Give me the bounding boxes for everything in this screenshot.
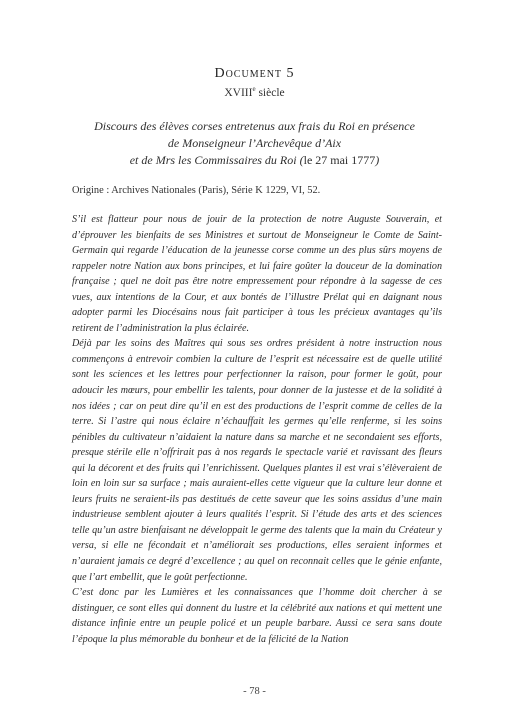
body-text: [72, 212, 442, 647]
subtitle-line-1: Discours des élèves corses entretenus aux frais du Roi en présence: [94, 119, 415, 133]
subtitle-line-2: de Monseigneur l’Archevêque d’Aix: [167, 136, 342, 150]
century-roman: XVIII: [224, 86, 253, 99]
century-line: [0, 82, 509, 100]
subtitle-date: le 27 mai 1777: [303, 153, 376, 167]
document-heading: [0, 66, 509, 100]
paragraph: S’il est flatteur pour nous de jouir de la protection de notre Auguste Souverain, et d’éprouver les bienfaits de ses Ministres et surtout de Monseigneur le Comte de Saint-Germain qui regarde l’éducation de la jeunesse corse comme un des plus sûrs moyens de rappeler notre Nation aux bons principes, et lui faire goûter la douceur de la domination française ; quel ne doit pas être notre empressement pour répondre à la sagesse de ces vues, aux intentions de la Cour, et aux bontés de l’illustre Prélat qui en daignant nous adopter parmi les Diocésains nous fait participer à tous les précieux avantages qu’ils retirent de l’administration la plus éclairée.: [72, 214, 442, 334]
paragraph: Déjà par les soins des Maîtres qui sous ses ordres président à notre instruction nous commençons à entrevoir combien la culture de l’esprit est nécessaire est de quelle utilité sont les sciences et les lettres pour perfectionner la raison, pour former le goût, pour adoucir les mœurs, pour embellir les talents, pour donner de la justesse et de la solidité à nos idées ; car on peut dire qu’il en est des productions de l’esprit comme de celles de la terre. Si l’astre qui nous éclaire n’échauffait les germes qu’elle renferme, si les soins pénibles du cultivateur n’aidaient la nature dans sa marche et ne secondaient ses efforts, presque stérile elle n’offrirait pas à nos regards le spectacle varié et ravissant des fleurs qui la décorent et des fruits qui l’enrichissent. Quelques plantes il est vrai s’élèveraient de loin en loin sur sa surface ; mais auraient-elles cette vigueur que la culture leur donne et leurs fruits ne seraient-ils pas destitués de cette saveur que les soins assidus d’une main industrieuse semblent ajouter à leurs qualités l’esprit. Si l’étude des arts et des sciences telle qu’un astre bienfaisant ne développait le germe des talents que la main du Créateur y versa, si elle ne fécondait et n’améliorait ses productions, elles seraient informes et n’auraient jamais ce degré d’excellence ; au quel on reconnait celles que le génie enfante, que l’art embellit, que le goût perfectionne.: [72, 338, 442, 583]
subtitle-line-3-suffix: ): [375, 153, 380, 167]
subtitle-line-3-prefix: et de Mrs les Commissaires du Roi (: [129, 153, 304, 167]
document-title: Document 5: [214, 66, 295, 81]
document-subtitle: [40, 118, 469, 169]
century-sup: e: [252, 85, 256, 93]
century-word: siècle: [258, 86, 285, 99]
origin-line: Origine : Archives Nationales (Paris), Série K 1229, VI, 52.: [72, 185, 321, 196]
paragraph: C’est donc par les Lumières et les connaissances que l’homme doit chercher à se distinguer, ce sont elles qui donnent du lustre et la célébrité aux nations et qui mettent une distance infinie entre un peuple policé et un peuple barbare. Aussi ce sera sans doute l’époque la plus mémorable du bonheur et de la félicité de la Nation: [72, 587, 442, 645]
subtitle-line-3: [40, 152, 469, 169]
page-number: - 78 -: [243, 686, 266, 697]
